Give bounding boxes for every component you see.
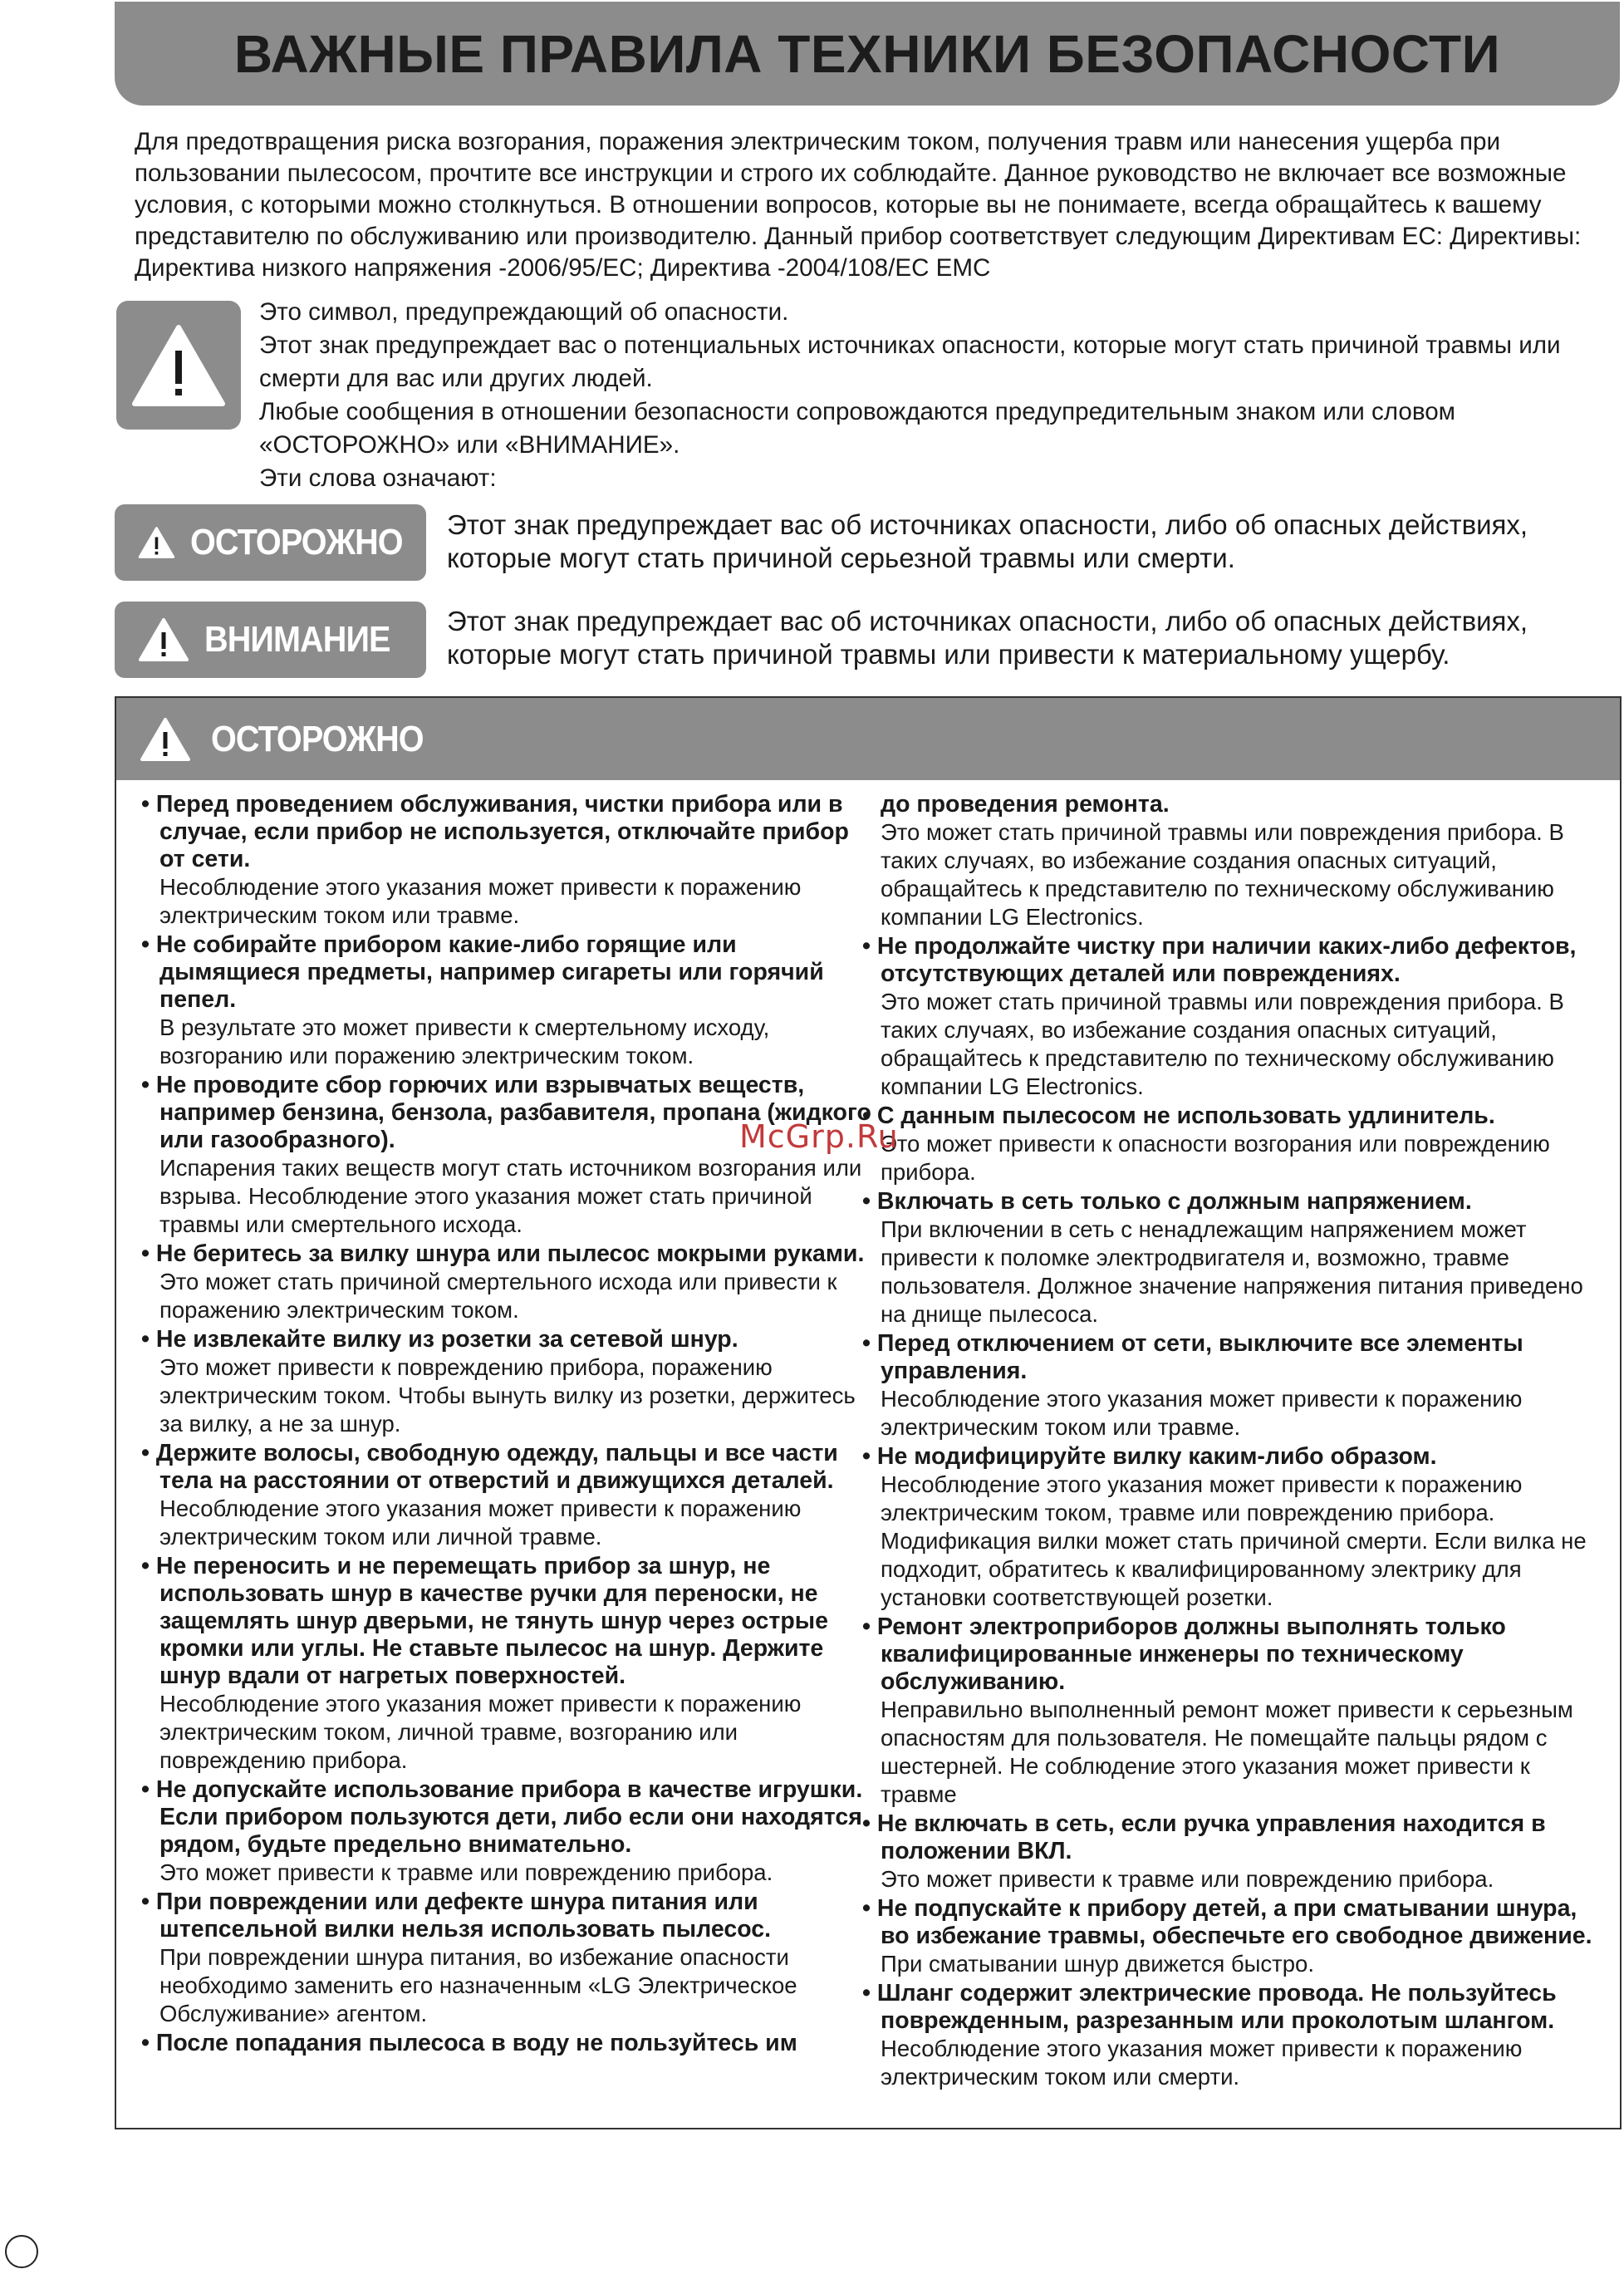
intro-paragraph: Для предотвращения риска возгорания, поражения электрическим током, получения травм или нанесения ущерба при пользовании пылесосом, прочтите все инструкции и строго их соблюдайте. Данное руководство не включает все возможные условия, с которыми можно столкнуться. В отношении вопросов, которые вы не понимаете, всегда обращайтесь к вашему представителю по обслуживанию или производителю. Данный прибор соответствует следующим Директивам ЕС: Директивы: Директива низкого напряжения -2006/95/EC; Директива -2004/108/EC EMC xyxy=(135,128,1582,282)
list-item xyxy=(141,1776,872,1887)
list-item xyxy=(862,1613,1610,1809)
item-body: Это может привести к травме или повреждению прибора. xyxy=(159,1859,773,1885)
warning-triangle-icon xyxy=(138,617,189,662)
list-item xyxy=(862,1103,1610,1186)
hazard-symbol-box xyxy=(116,301,241,430)
list-item xyxy=(141,1326,872,1438)
item-title: • Включать в сеть только с должным напряжением. xyxy=(862,1188,1610,1216)
item-body: Испарения таких веществ могут стать источником возгорания или взрыва. Несоблюдение этого указания может стать причиной травмы или смертельного исхода. xyxy=(159,1155,862,1237)
list-item xyxy=(862,1330,1610,1442)
page-title: ВАЖНЫЕ ПРАВИЛА ТЕХНИКИ БЕЗОПАСНОСТИ xyxy=(233,23,1501,84)
list-item xyxy=(862,1188,1610,1329)
item-title: • Не включать в сеть, если ручка управления находится в положении ВКЛ. xyxy=(862,1810,1610,1865)
item-title: • Не переносить и не перемещать прибор за шнур, не использовать шнур в качестве ручки для переноски, не защемлять шнур дверьми, не тянуть шнур через острые кромки или углы. Не ставьте пылесос на шнур. Держите шнур вдали от нагретых поверхностей. xyxy=(141,1553,872,1690)
list-item-continuation xyxy=(862,791,1610,931)
list-item xyxy=(141,1440,872,1551)
signal-label: ОСТОРОЖНО xyxy=(189,522,403,562)
item-title: • Перед проведением обслуживания, чистки прибора или в случае, если прибор не используется, отключайте прибор от сети. xyxy=(141,791,872,873)
item-body: Несоблюдение этого указания может привести к поражению электрическим током или смерти. xyxy=(881,2036,1523,2090)
item-title: • Не допускайте использование прибора в качестве игрушки. Если прибором пользуются дети, либо если они находятся рядом, будьте предельно внимательно. xyxy=(141,1776,872,1859)
item-title: • Перед отключением от сети, выключите все элементы управления. xyxy=(862,1330,1610,1385)
warning-triangle-icon xyxy=(138,520,175,565)
list-item xyxy=(141,1889,872,2028)
page-number-circle xyxy=(5,2235,38,2268)
item-body: Это может стать причиной травмы или повреждения прибора. В таких случаях, во избежание создания опасных ситуаций, обращайтесь к представителю по техническому обслуживанию компании LG Electronics. xyxy=(881,819,1564,930)
item-body: Неправильно выполненный ремонт может привести к серьезным опасностям для пользователя. Не помещайте пальцы рядом с шестерней. Не соблюдение этого указания может привести к травме xyxy=(881,1697,1573,1807)
signal-box-attention xyxy=(115,602,426,678)
list-item xyxy=(862,1443,1610,1612)
list-item xyxy=(141,1240,872,1324)
list-item xyxy=(862,1895,1610,1978)
left-column xyxy=(141,791,872,2059)
item-title: • При повреждении или дефекте шнура питания или штепсельной вилки нельзя использовать пылесос. xyxy=(141,1889,872,1943)
right-column xyxy=(862,791,1610,2093)
item-title: до проведения ремонта. xyxy=(881,791,1170,818)
item-body: При включении в сеть с ненадлежащим напряжением может привести к поломке электродвигателя и, возможно, травме пользователя. Должное значение напряжения питания приведено на днище пылесоса. xyxy=(881,1216,1583,1327)
list-item xyxy=(141,1553,872,1775)
watermark: McGrp.Ru xyxy=(739,1118,899,1155)
warning-triangle-icon xyxy=(140,717,191,762)
signal-description: Этот знак предупреждает вас об источниках опасности, либо об опасных действиях, которые могут стать причиной серьезной травмы или смерти. xyxy=(447,509,1528,573)
list-item xyxy=(862,933,1610,1101)
signal-box-caution xyxy=(115,504,426,581)
item-title: • Не модифицируйте вилку каким-либо образом. xyxy=(862,1443,1610,1471)
title-banner xyxy=(115,2,1620,106)
item-body: Это может привести к опасности возгорания или повреждению прибора. xyxy=(881,1131,1550,1185)
item-title: • Не извлекайте вилку из розетки за сетевой шнур. xyxy=(141,1326,872,1353)
item-title: • Не проводите сбор горючих или взрывчатых веществ, например бензина, бензола, разбавителя, пропана (жидкого или газообразного). xyxy=(141,1072,872,1154)
warning-section xyxy=(115,696,1622,2129)
item-body: Это может стать причиной смертельного исхода или привести к поражению электрическим током. xyxy=(159,1269,837,1323)
warning-section-label: ОСТОРОЖНО xyxy=(211,718,424,759)
item-body: Это может стать причиной травмы или повреждения прибора. В таких случаях, во избежание создания опасных ситуаций, обращайтесь к представителю по техническому обслуживанию компании LG Electronics. xyxy=(881,989,1564,1099)
list-item xyxy=(862,1810,1610,1893)
list-item xyxy=(862,1980,1610,2091)
item-title: • Не беритесь за вилку шнура или пылесос мокрыми руками. xyxy=(141,1240,872,1268)
item-title: • С данным пылесосом не использовать удлинитель. xyxy=(862,1103,1610,1130)
item-title: • Ремонт электроприборов должны выполнять только квалифицированные инженеры по техническому обслуживанию. xyxy=(862,1613,1610,1696)
symbol-line: Эти слова означают: xyxy=(259,464,497,492)
item-title: • Не подпускайте к прибору детей, а при сматывании шнура, во избежание травмы, обеспечьте его свободное движение. xyxy=(862,1895,1610,1950)
item-body: Несоблюдение этого указания может привести к поражению электрическим током, личной травме, возгоранию или повреждению прибора. xyxy=(159,1691,802,1773)
signal-label: ВНИМАНИЕ xyxy=(204,619,390,660)
list-item xyxy=(141,791,872,930)
item-body: Это может привести к травме или повреждению прибора. xyxy=(881,1866,1494,1892)
item-title: • Не продолжайте чистку при наличии каких-либо дефектов, отсутствующих деталей или повреждениях. xyxy=(862,933,1610,988)
list-item xyxy=(141,2030,872,2057)
item-title: • Шланг содержит электрические провода. Не пользуйтесь поврежденным, разрезанным или проколотым шлангом. xyxy=(862,1980,1610,2035)
item-title: • Держите волосы, свободную одежду, пальцы и все части тела на расстоянии от отверстий и движущихся деталей. xyxy=(141,1440,872,1495)
symbol-line: Любые сообщения в отношении безопасности сопровождаются предупредительным знаком или словом «ОСТОРОЖНО» или «ВНИМАНИЕ». xyxy=(259,398,1456,459)
item-body: При сматывании шнур движется быстро. xyxy=(881,1951,1314,1977)
list-item xyxy=(141,931,872,1070)
symbol-explanation xyxy=(259,296,1622,495)
item-body: Несоблюдение этого указания может привести к поражению электрическим током, травме или повреждению прибора. Модификация вилки может стать причиной смерти. Если вилка не подходит, обратитесь к квалифицированному электрику для установки соответствующей розетки. xyxy=(881,1471,1587,1610)
list-item xyxy=(141,1072,872,1239)
item-title: • Не собирайте прибором какие-либо горящие или дымящиеся предметы, например сигареты или горячий пепел. xyxy=(141,931,872,1014)
item-body: Несоблюдение этого указания может привести к поражению электрическим током или травме. xyxy=(159,874,802,928)
item-body: При повреждении шнура питания, во избежание опасности необходимо заменить его назначенным «LG Электрическое Обслуживание» агентом. xyxy=(159,1944,797,2026)
signal-description: Этот знак предупреждает вас об источниках опасности, либо об опасных действиях, которые могут стать причиной травмы или привести к материальному ущербу. xyxy=(447,606,1528,670)
item-body: Это может привести к повреждению прибора, поражению электрическим током. Чтобы вынуть вилку из розетки, держитесь за вилку, а не за шнур. xyxy=(159,1354,856,1437)
warning-section-header xyxy=(116,698,1620,780)
item-body: Несоблюдение этого указания может привести к поражению электрическим током или личной травме. xyxy=(159,1496,802,1550)
item-body: Несоблюдение этого указания может привести к поражению электрическим током или травме. xyxy=(881,1386,1523,1440)
symbol-line: Этот знак предупреждает вас о потенциальных источниках опасности, которые могут стать причиной травмы или смерти для вас или других людей. xyxy=(259,332,1561,392)
item-title: • После попадания пылесоса в воду не пользуйтесь им xyxy=(141,2030,872,2057)
warning-triangle-icon xyxy=(130,322,228,409)
item-body: В результате это может привести к смертельному исходу, возгоранию или поражению электрическим током. xyxy=(159,1014,770,1068)
symbol-line: Это символ, предупреждающий об опасности. xyxy=(259,298,789,326)
